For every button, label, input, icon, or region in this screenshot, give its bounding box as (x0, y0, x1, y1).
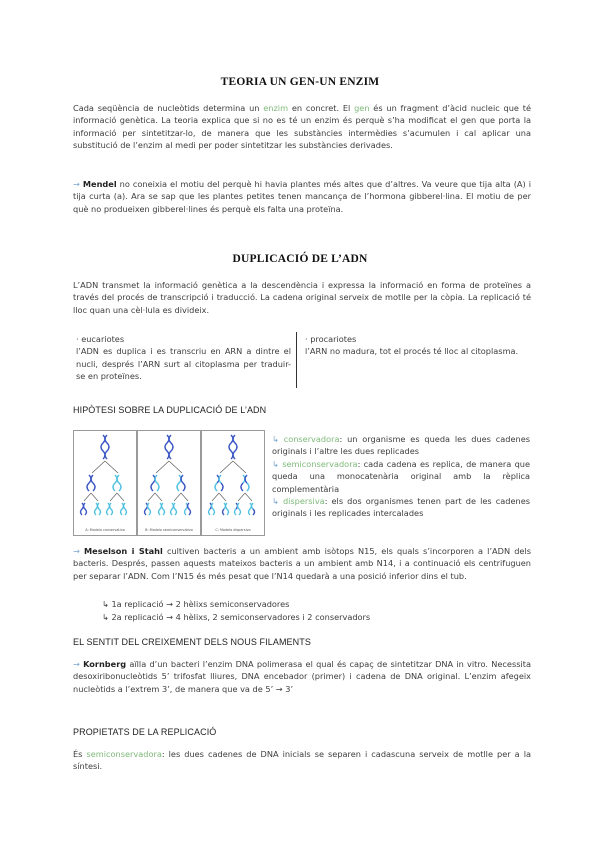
heading-propietats: PROPIETATS DE LA REPLICACIÓ (73, 727, 217, 737)
paragraph-kornberg (73, 658, 531, 695)
text-run: en concret. El (288, 103, 355, 113)
paragraph-propietats (73, 748, 531, 773)
column-procariotes (305, 333, 530, 358)
figure-dispersive-model (201, 430, 265, 536)
sub-item-first-replication: ↳ 1a replicació → 2 hèlixs semiconservadores (102, 599, 290, 609)
highlight-gen: gen (354, 103, 370, 113)
bullet-icon: ↳ (272, 458, 283, 469)
eucariotes-text: l’ADN es duplica i es transcriu en ARN a dintre el nucli, després l’ARN surt al citoplasma per traduir-se en proteïnes. (76, 346, 291, 382)
text-run: : els dos organismes tenen part de les cadenes originals i les replicades intercalades (272, 496, 531, 519)
figure-caption: A: Modelo conservativo (85, 528, 125, 532)
highlight-enzim: enzim (263, 103, 289, 113)
figure-caption: B: Modelo semiconservativo (145, 528, 193, 532)
item-conservadora (272, 433, 530, 458)
paragraph-adn-intro: L’ADN transmet la informació genètica a la descendència i expressa la informació en forma de proteïnes a través del procés de transcripció i traducció. La cadena original serveix de motlle per la còpia. La replicació té lloc quan una cèl·lula es divideix. (73, 280, 531, 315)
procariotes-heading: · procariotes (305, 334, 357, 344)
hypothesis-list (272, 433, 530, 520)
bullet-icon: ↳ (272, 434, 284, 444)
text-run: : cada cadena es replica, de manera que queda una monocatenària original amb la rèplica complementària (272, 458, 531, 494)
item-semiconservadora (272, 458, 530, 495)
name-mendel: Mendel (82, 179, 117, 189)
text-run: Cada seqüència de nucleòtids determina un (73, 103, 264, 113)
term-semiconservadora: semiconservadora (282, 458, 358, 469)
paragraph-gen-enzim (73, 102, 531, 152)
figure-conservative-model (73, 430, 137, 536)
text-run: : les dues cadenes de DNA inicials se separen i cadascuna serveix de motlle per a la síntesi. (73, 749, 532, 772)
item-dispersiva (272, 495, 530, 520)
text-run: no coneixia el motiu del perquè hi havia plantes més altes que d’altres. Va veure que tija alta (A) i tija curta (a). Ara se sap que les plantes petites tenen mancança de l’hormona gibberel·lina. El motiu de per què no produeixen gibberel·lines és perquè els falta una proteïna. (73, 179, 531, 214)
text-run: És (73, 749, 87, 759)
term-conservadora: conservadora (283, 434, 340, 444)
text-run: cultiven bacteris a un ambient amb isòtops N15, els quals s’incorporen a l’ADN dels bacteris. Després, passen aquests mateixos bacteris a un ambient amb N14, i a continuació els centrifuguen per separar l’ADN. Com l’N15 és més pesat que l’N14 quedarà a una posició inferior dins el tub. (73, 546, 531, 581)
text-run: és un fragment d’àcid nucleic que té informació genètica. La teoria explica que si no es té un enzim és perquè s’ha modificat el gen que porta la informació per sintetitzar-lo, de manera que les substàncies intermèdies s’acumulen i cal aplicar una substitució de l’enzim al medi per poder sintetitzar les substàncies derivades. (73, 103, 531, 151)
term-dispersiva: dispersiva (282, 496, 325, 507)
text-run: : un organisme es queda les dues cadenes originals i l’altre les dues replicades (272, 434, 531, 457)
figure-caption: C: Modelo dispersivo (215, 528, 251, 532)
term-semiconservadora: semiconservadora (86, 749, 162, 759)
column-eucariotes (76, 333, 291, 383)
eucariotes-heading: · eucariotes (76, 334, 125, 344)
figure-semiconservative-model (137, 430, 201, 536)
bullet-icon: ↳ (272, 496, 283, 507)
section-title-gen-enzim: TEORIA UN GEN-UN ENZIM (220, 76, 380, 88)
paragraph-mendel (73, 178, 531, 215)
heading-hipotesi: HIPÒTESI SOBRE LA DUPLICACIÓ DE L’ADN (73, 405, 267, 415)
name-kornberg: Kornberg (83, 659, 127, 669)
name-meselson-stahl: Meselson i Stahl (84, 546, 163, 556)
arrow-icon: → (73, 179, 83, 189)
column-divider (296, 332, 297, 388)
paragraph-meselson-stahl (73, 545, 531, 582)
arrow-icon: → (73, 546, 84, 556)
sub-item-second-replication: ↳ 2a replicació → 4 hèlixs, 2 semiconservadores i 2 conservadors (102, 612, 371, 622)
arrow-icon: → (73, 659, 84, 669)
section-title-duplicacio: DUPLICACIÓ DE L’ADN (232, 253, 368, 265)
procariotes-text: l’ARN no madura, tot el procés té lloc al citoplasma. (305, 346, 519, 357)
text-run: aïlla d’un bacteri l’enzim DNA polimerasa el qual és capaç de sintetitzar DNA in vitro. Necessita desoxiribonucleòtids 5’ trifosfat lliures, DNA encebador (primer) i cadena de DNA original. L’enzim afegeix nucleòtids a l’extrem 3’, de manera que va de 5’ → 3’ (73, 659, 531, 694)
heading-sentit: EL SENTIT DEL CREIXEMENT DELS NOUS FILAMENTS (73, 637, 311, 647)
